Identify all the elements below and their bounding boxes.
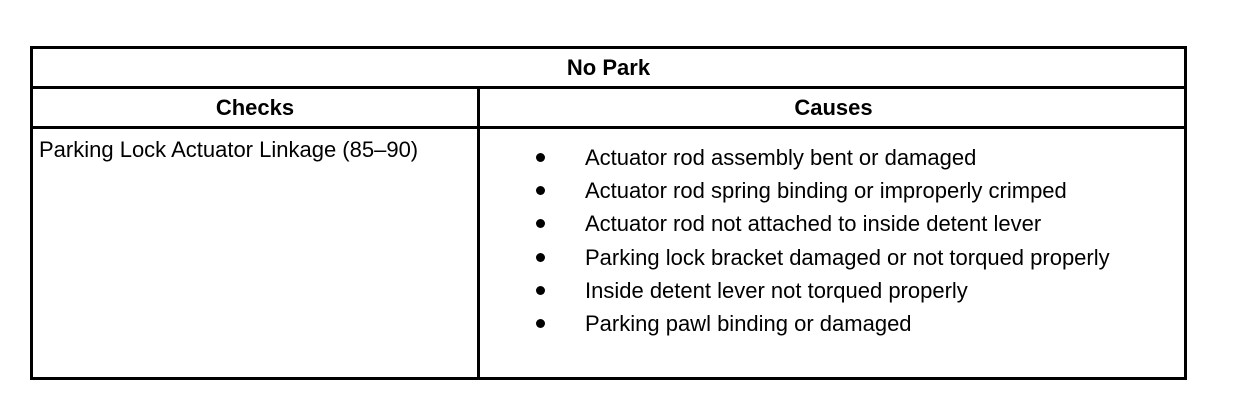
header-checks: Checks bbox=[215, 94, 295, 120]
cause-text: Parking lock bracket damaged or not torqued properly bbox=[585, 244, 1110, 270]
bullet-icon bbox=[536, 319, 545, 328]
cause-item bbox=[480, 307, 1187, 340]
diagnostic-table bbox=[30, 46, 1187, 380]
table-title: No Park bbox=[33, 49, 1184, 89]
table-header-row bbox=[33, 89, 1184, 129]
cause-item bbox=[480, 174, 1187, 207]
cause-text: Actuator rod not attached to inside detent lever bbox=[585, 211, 1042, 237]
cause-text: Inside detent lever not torqued properly bbox=[585, 277, 968, 303]
causes-list bbox=[480, 141, 1187, 340]
bullet-icon bbox=[536, 153, 545, 162]
cause-text: Parking pawl binding or damaged bbox=[585, 310, 912, 336]
bullet-icon bbox=[536, 186, 545, 195]
cause-text: Actuator rod spring binding or improperly crimped bbox=[585, 178, 1067, 204]
cause-item bbox=[480, 207, 1187, 240]
check-cell: Parking Lock Actuator Linkage (85–90) bbox=[39, 137, 419, 162]
cause-item bbox=[480, 241, 1187, 274]
bullet-icon bbox=[536, 219, 545, 228]
bullet-icon bbox=[536, 253, 545, 262]
bullet-icon bbox=[536, 286, 545, 295]
cause-text: Actuator rod assembly bent or damaged bbox=[585, 145, 977, 170]
cause-item bbox=[480, 274, 1187, 307]
header-causes: Causes bbox=[794, 94, 873, 120]
cause-item bbox=[480, 141, 1187, 174]
